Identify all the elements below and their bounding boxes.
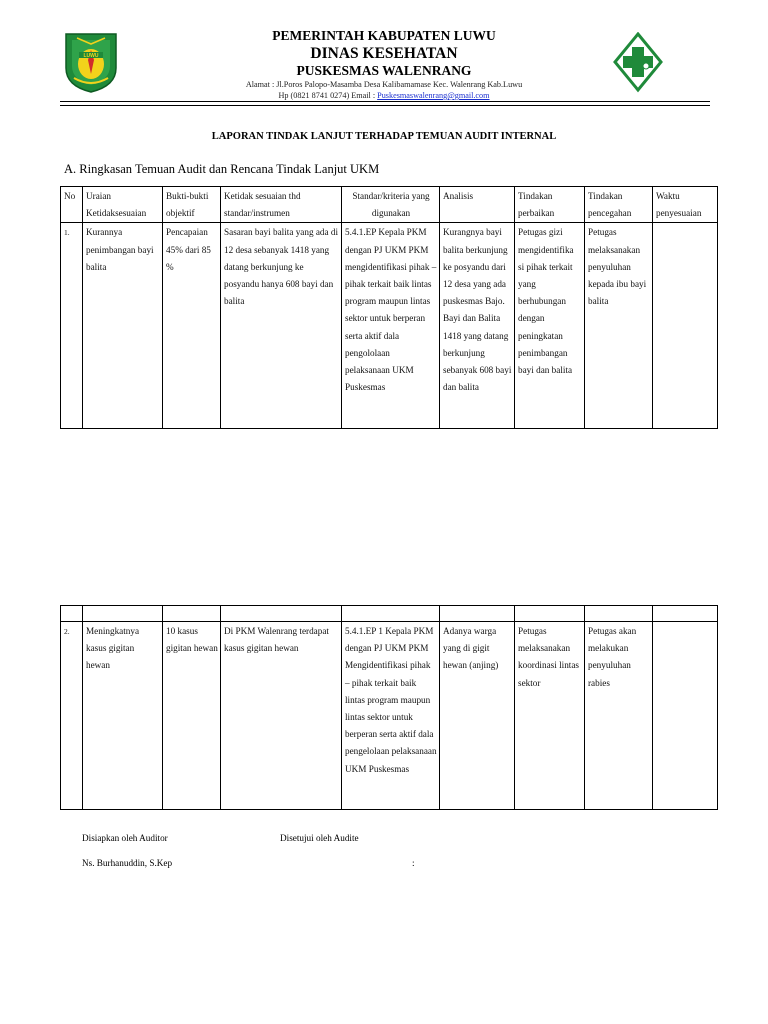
prepared-by-label: Disiapkan oleh Auditor: [82, 833, 168, 843]
header-standar: Standar/kriteria yang digunakan: [342, 187, 440, 223]
header-pencegahan: Tindakan pencegahan: [585, 187, 653, 223]
header-bukti: Bukti-bukti objektif: [163, 187, 221, 223]
header-no: No: [61, 187, 83, 223]
section-a-title: A. Ringkasan Temuan Audit dan Rencana Tindak Lanjut UKM: [64, 162, 380, 176]
table-header-row: [61, 187, 718, 223]
row-ketidaksesuaian: Di PKM Walenrang terdapat kasus gigitan hewan: [221, 622, 342, 810]
department-name: DINAS KESEHATAN: [310, 45, 458, 62]
row-standar: 5.4.1.EP 1 Kepala PKM dengan PJ UKM PKM Mengidentifikasi pihak – pihak terkait baik lintas program maupun lintas sektor untuk berperan serta aktif dala pengelolaan pelaksanaan UKM Puskesmas: [342, 622, 440, 810]
auditor-name: Ns. Burhanuddin, S.Kep: [82, 858, 173, 868]
table-row: [61, 223, 718, 429]
row-waktu: [653, 622, 718, 810]
header-analisis: Analisis: [440, 187, 515, 223]
address: Alamat : Jl.Poros Palopo-Masamba Desa Kalibamamase Kec. Walenrang Kab.Luwu: [245, 80, 523, 89]
row-perbaikan: Petugas gizi mengidentifika si pihak terkait yang berhubungan dengan peningkatan penimbangan bayi dan balita: [515, 223, 585, 429]
row-analisis: Adanya warga yang di gigit hewan (anjing): [440, 622, 515, 810]
header-waktu: Waktu penyesuaian: [653, 187, 718, 223]
header-uraian: Uraian Ketidaksesuaian: [83, 187, 163, 223]
government-name: PEMERINTAH KABUPATEN LUWU: [272, 28, 496, 43]
audit-table-part-2: [60, 605, 718, 810]
row-pencegahan: Petugas melaksanakan penyuluhan kepada ibu bayi balita: [585, 223, 653, 429]
document-title: LAPORAN TINDAK LANJUT TERHADAP TEMUAN AUDIT INTERNAL: [211, 131, 557, 142]
row-uraian: Meningkatnya kasus gigitan hewan: [83, 622, 163, 810]
empty-row: [61, 606, 718, 622]
row-uraian: Kurannya penimbangan bayi balita: [83, 223, 163, 429]
row-no: 1.: [61, 223, 83, 429]
auditee-name: :: [412, 858, 415, 868]
header-ketidaksesuaian: Ketidak sesuaian thd standar/instrumen: [221, 187, 342, 223]
approved-by-label: Disetujui oleh Audite: [280, 833, 359, 843]
contact-line: [150, 90, 618, 101]
facility-name: PUSKESMAS WALENRANG: [296, 63, 472, 78]
phone: Hp (0821 8741 0274) Email :: [278, 91, 378, 100]
email-link[interactable]: Puskesmaswalenrang@gmail.com: [377, 91, 490, 100]
letterhead: [150, 28, 618, 101]
svg-text:LUWU: LUWU: [83, 53, 99, 59]
row-bukti: 10 kasus gigitan hewan: [163, 622, 221, 810]
row-no: 2.: [61, 622, 83, 810]
row-waktu: [653, 223, 718, 429]
header-perbaikan: Tindakan perbaikan: [515, 187, 585, 223]
table-row: [61, 622, 718, 810]
row-pencegahan: Petugas akan melakukan penyuluhan rabies: [585, 622, 653, 810]
row-standar: 5.4.1.EP Kepala PKM dengan PJ UKM PKM mengidentifikasi pihak – pihak terkait baik lintas program maupun lintas sektor untuk berperan serta aktif dala pengololaan pelaksanaan UKM Puskesmas: [342, 223, 440, 429]
header-divider-thin: [60, 105, 710, 106]
row-perbaikan: Petugas melaksanakan koordinasi lintas sektor: [515, 622, 585, 810]
audit-table-part-1: [60, 186, 718, 429]
row-bukti: Pencapaian 45% dari 85 %: [163, 223, 221, 429]
luwu-regency-emblem-icon: [62, 30, 120, 94]
row-analisis: Kurangnya bayi balita berkunjung ke posyandu dari 12 desa yang ada puskesmas Bajo. Bayi dan Balita 1418 yang datang berkunjung sebanyak 608 bayi dan balita: [440, 223, 515, 429]
row-ketidaksesuaian: Sasaran bayi balita yang ada di 12 desa sebanyak 1418 yang datang berkunjung ke posyandu hanya 608 bayi dan balita: [221, 223, 342, 429]
puskesmas-cross-icon: [613, 32, 663, 94]
header-divider: [60, 101, 710, 102]
